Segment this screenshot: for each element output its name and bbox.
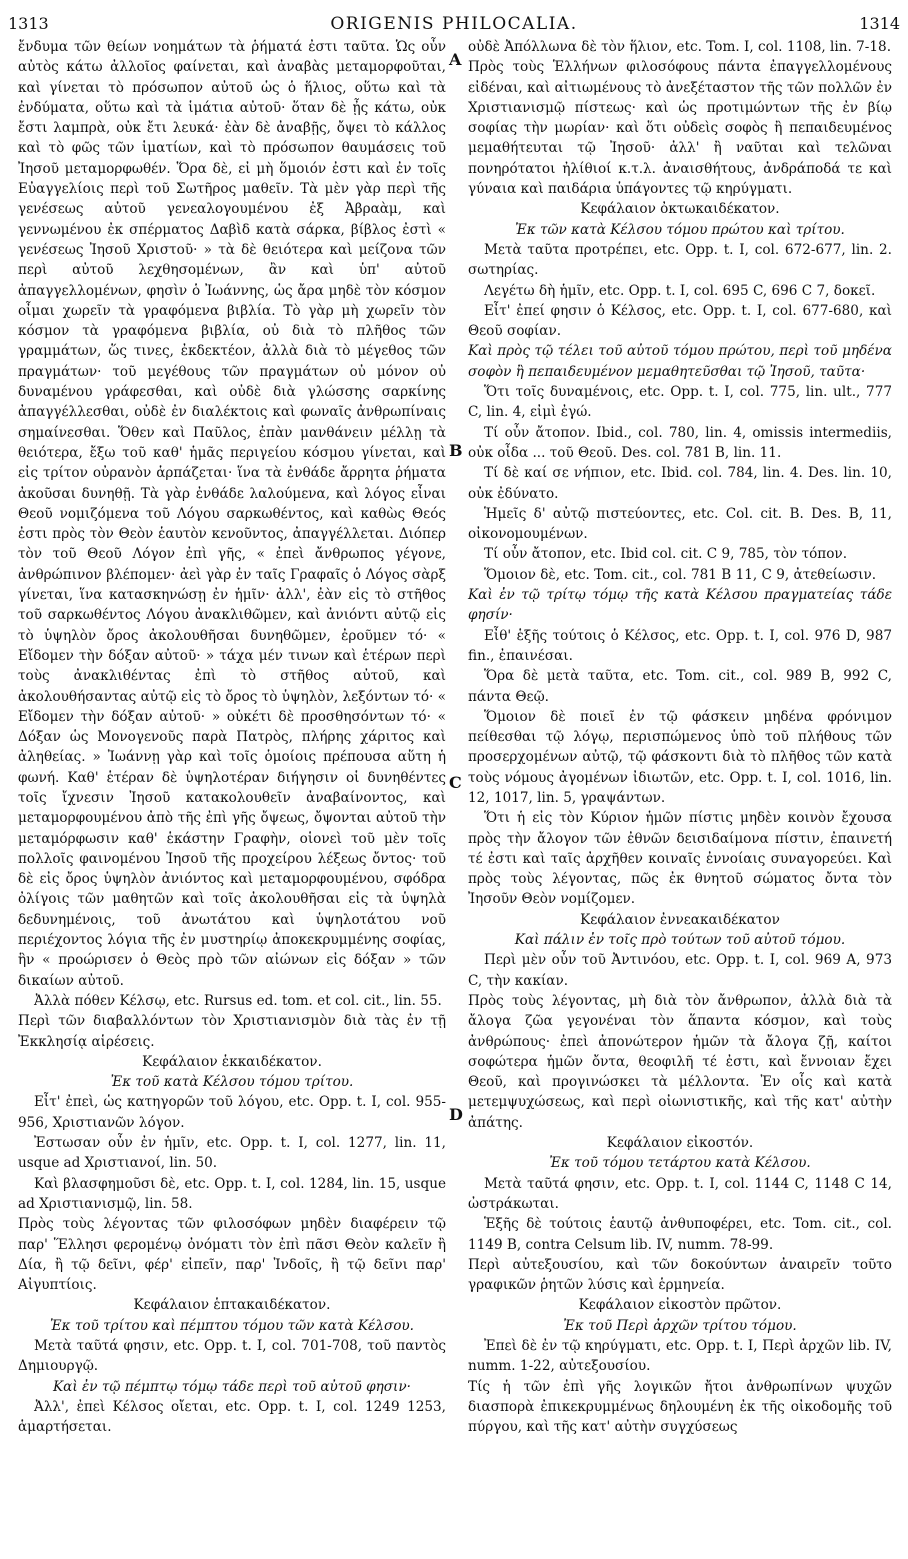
citation: Ὅμοιον δὲ ποιεῖ ἐν τῷ φάσκειν μηδένα φρόνιμον πείθεσθαι τῷ λόγῳ, περισπώμενος ὑπὸ τοῦ πλήθους τῶν προσερχομένων αὐτῷ, τῷ φάσκοντι διὰ τὸ πλῆθος τῶν κατὰ τοὺς νόμους ἀγομένων ἰδιωτῶν, etc. Opp. t. I, col. 1016, lin. 12, 1017, lin. 5, γραψάντων. — [468, 708, 892, 806]
chapter-source: Καὶ πάλιν ἐν τοῖς πρὸ τούτων τοῦ αὐτοῦ τόμου. — [514, 932, 846, 949]
section-marker-a: A — [449, 50, 462, 69]
citation: Λεγέτω δὴ ἡμῖν, etc. Opp. t. I, col. 695 C, 696 C 7, δοκεῖ. — [484, 282, 876, 299]
citation: Καὶ βλασφημοῦσι δὲ, etc. Opp. t. I, col. 1284, lin. 15, usque ad Χριστιανισμῷ, lin. 58. — [18, 1175, 446, 1212]
chapter-source: Καὶ ἐν τῷ τρίτῳ τόμῳ τῆς κατὰ Κέλσου πραγματείας τάδε φησίν· — [468, 587, 892, 624]
section-marker-d: D — [449, 1105, 463, 1124]
citation: Ὅρα δὲ μετὰ ταῦτα, etc. Tom. cit., col. 989 B, 992 C, πάντα Θεῷ. — [468, 668, 892, 705]
citation: Εἶθ' ἑξῆς τούτοις ὁ Κέλσος, etc. Opp. t. I, col. 976 D, 987 fin., ἐπαινέσαι. — [468, 627, 892, 664]
chapter-argument: Πρὸς τοὺς Ἑλλήνων φιλοσόφους πάντα ἐπαγγελλομένους εἰδέναι, καὶ αἰτιωμένους τὸ ἀνεξέταστον τῆς τῶν πολλῶν ἐν Χριστιανισμῷ πίστεως· καὶ ὡς προτιμώντων τῆς ἐν βίῳ σοφίας τὴν μωρίαν· καὶ ὅτι οὐδεὶς σοφὸς ἢ πεπαιδευμένος μεμαθήτευται τῷ Ἰησοῦ· ἀλλ' ἢ ναῦται καὶ τελῶναι πονηρότατοι ἠλίθιοί κ.τ.λ. ἀναισθήτους, ἀνδράποδά τε καὶ γύναια καὶ παιδάρια ὑπάγοντες τῷ κηρύγματι. — [468, 59, 892, 198]
chapter-source: Καὶ ἐν τῷ πέμπτῳ τόμῳ τάδε περὶ τοῦ αὐτοῦ φησιν· — [53, 1378, 411, 1395]
citation: Ἐστωσαν οὖν ἐν ἡμῖν, etc. Opp. t. I, col. 1277, lin. 11, usque ad Χριστιανοί, lin. 50. — [18, 1135, 446, 1172]
right-column — [468, 37, 892, 1437]
chapter-argument: Τίς ἡ τῶν ἐπὶ γῆς λογικῶν ἤτοι ἀνθρωπίνων ψυχῶν διασπορὰ ἐπικεκρυμμένως δηλουμένη ἐκ τῆς οἰκοδομῆς τοῦ πύργου, καὶ τῆς κατ' αὐτὴν συγχύσεως — [468, 1378, 892, 1436]
citation: Τί οὖν ἄτοπον, etc. Ibid col. cit. C 9, 785, τὸν τόπον. — [484, 546, 848, 563]
page-number-right: 1314 — [859, 14, 900, 33]
chapter-argument: Ὅτι ἡ εἰς τὸν Κύριον ἡμῶν πίστις μηδὲν κοινὸν ἔχουσα πρὸς τὴν ἄλογον τῶν ἐθνῶν δεισιδαίμονα πίστιν, ἐπαινετή τέ ἐστι καὶ ταῖς ἀρχῆθεν κοιναῖς ἐννοίαις συναγορεύει. Καὶ πρὸς τοὺς λέγοντας, πῶς ἐκ θνητοῦ σώματος ὄντα τὸν Ἰησοῦν Θεὸν νομίζομεν. — [468, 810, 892, 908]
citation: Μετὰ ταῦτά φησιν, etc. Opp. t. I, col. 1144 C, 1148 C 14, ὠστράκωται. — [468, 1175, 892, 1212]
citation: Ἀλλὰ πόθεν Κέλσῳ, etc. Rursus ed. tom. et col. cit., lin. 55. — [34, 992, 442, 1009]
page-number-left: 1313 — [8, 14, 49, 33]
left-column — [18, 37, 446, 1437]
citation: Ἀλλ', ἐπεὶ Κέλσος οἴεται, etc. Opp. t. I, col. 1249 1253, ἁμαρτήσεται. — [18, 1398, 446, 1436]
chapter-source: Ἐκ τοῦ τόμου τετάρτου κατὰ Κέλσου. — [549, 1155, 811, 1172]
chapter-source: Ἐκ τοῦ κατὰ Κέλσου τόμου τρίτου. — [110, 1074, 354, 1091]
citation: Εἶτ' ἐπεί φησιν ὁ Κέλσος, etc. Opp. t. I, col. 677-680, καὶ Θεοῦ σοφίαν. — [468, 302, 892, 340]
chapter-heading: Κεφάλαιον ἐννεακαιδέκατον — [580, 911, 780, 928]
section-marker-b: B — [449, 441, 463, 460]
citation: Περὶ μὲν οὖν τοῦ Ἀντινόου, etc. Opp. t. I, col. 969 A, 973 C, τὴν κακίαν. — [468, 952, 892, 989]
citation: Μετὰ ταῦτα προτρέπει, etc. Opp. t. I, col. 672-677, lin. 2. σωτηρίας. — [468, 241, 892, 279]
chapter-heading: Κεφάλαιον ὀκτωκαιδέκατον. — [580, 201, 780, 218]
chapter-heading: Κεφάλαιον εἰκοστόν. — [606, 1135, 754, 1152]
citation: Ὅμοιον δὲ, etc. Tom. cit., col. 781 B 11, C 9, ἀτεθείωσιν. — [484, 566, 877, 583]
chapter-argument: Περὶ τῶν διαβαλλόντων τὸν Χριστιανισμὸν διὰ τὰς ἐν τῇ Ἐκκλησίᾳ αἱρέσεις. — [18, 1013, 446, 1050]
chapter-source: Ἐκ τῶν κατὰ Κέλσου τόμου πρώτου καὶ τρίτου. — [515, 221, 845, 238]
chapter-source: Καὶ πρὸς τῷ τέλει τοῦ αὐτοῦ τόμου πρώτου, περὶ τοῦ μηδένα σοφὸν ἢ πεπαιδευμένον μεμαθητεῦσθαι τῷ Ἰησοῦ, ταῦτα· — [468, 343, 892, 380]
citation: Ἡμεῖς δ' αὐτῷ πιστεύοντες, etc. Col. cit. B. Des. B, 11, οἰκονομουμένων. — [468, 505, 892, 543]
citation: οὐδὲ Ἀπόλλωνα δὲ τὸν ἥλιον, etc. Tom. I, col. 1108, lin. 7-18. — [468, 39, 892, 55]
citation: Εἶτ' ἐπεὶ, ὡς κατηγορῶν τοῦ λόγου, etc. Opp. t. I, col. 955-956, Χριστιανῶν λόγον. — [18, 1094, 446, 1131]
citation: Τί οὖν ἄτοπον. Ibid., col. 780, lin. 4, omissis intermediis, οὐκ οἶδα ... τοῦ Θεοῦ. Des. col. 781 B, lin. 11. — [468, 424, 892, 461]
chapter-heading: Κεφάλαιον ἑπτακαιδέκατον. — [133, 1297, 331, 1314]
section-marker-c: C — [449, 773, 462, 792]
citation: Ἐπεὶ δὲ ἐν τῷ κηρύγματι, etc. Opp. t. I, Περὶ ἀρχῶν lib. IV, numm. 1-22, αὐτεξουσίου. — [468, 1338, 892, 1375]
chapter-argument: Πρὸς τοὺς λέγοντας τῶν φιλοσόφων μηδὲν διαφέρειν τῷ παρ' Ἕλλησι φερομένῳ ὀνόματι τὸν ἐπὶ πᾶσι Θεὸν καλεῖν ἢ Δία, ἢ τῷ δεῖνι, φέρ' εἰπεῖν, παρ' Ἰνδοῖς, ἢ τῷ δεῖνι παρ' Αἰγυπτίοις. — [18, 1216, 446, 1294]
chapter-argument: Πρὸς τοὺς λέγοντας, μὴ διὰ τὸν ἄνθρωπον, ἀλλὰ διὰ τὰ ἄλογα ζῶα γεγονέναι τὸν ἅπαντα κόσμον, καὶ τοὺς ἀνθρώπους· ἐπεὶ ἀπονώτερον ἡμῶν τὰ ἄλογα ζῇ, καίτοι σοφώτερα ἡμῶν ὄντα, θεοφιλῆ τέ ἐστι, καὶ ἔννοιαν ἔχει Θεοῦ, καὶ προγινώσκει τὰ μέλλοντα. Ἐν οἷς καὶ κατὰ μετεμψυχώσεως, καὶ περὶ οἰωνιστικῆς, καὶ τῆς κατ' αὐτὴν ἀπάτης. — [468, 992, 892, 1131]
paragraph: ἔνδυμα τῶν θείων νοημάτων τὰ ῥήματά ἐστι ταῦτα. Ὡς οὖν αὐτὸς κάτω ἀλλοῖος φαίνεται, καὶ ἀναβὰς μεταμορφοῦται, καὶ γίνεται τὸ πρόσωπον αὐτοῦ ὡς ὁ ἥλιος, οὕτω καὶ τὰ ἐνδύματα, οὕτω καὶ τὰ ἱμάτια αὐτοῦ· ὅταν δὲ ᾖς κάτω, οὐκ ἔστι λαμπρὰ, οὐκ ἔτι λευκά· ἐὰν δὲ ἀναβῇς, ὄψει τὸ κάλλος καὶ τὸ φῶς τῶν ἱματίων, καὶ τὸ πρόσωπον θαυμάσεις τοῦ Ἰησοῦ μεταμορφωθέν. Ὅρα δὲ, εἰ μὴ ὅμοιόν ἐστι καὶ ἐν τοῖς Εὐαγγελίοις περὶ τοῦ Σωτῆρος μαθεῖν. Τὰ μὲν γὰρ περὶ τῆς γενέσεως αὐτοῦ γενεαλογουμένου ἐξ Ἀβραὰμ, καὶ γεννωμένου ἐκ σπέρματος Δαβὶδ κατὰ σάρκα, βίβλος ἐστὶ « γενέσεως Ἰησοῦ Χριστοῦ· » τὰ δὲ θειότερα καὶ μείζονα τῶν περὶ αὐτοῦ λεχθησομένων, ἂν καὶ ὑπ' αὐτοῦ ἀπαγγελλομένων, φησὶν ὁ Ἰωάννης, ὡς ἄρα μηδὲ τὸν κόσμον οἶμαι χωρεῖν τὰ γραφόμενα βιβλία. Τὸ γὰρ μὴ χωρεῖν τὸν κόσμον τὰ γραφόμενα βιβλία, οὐ διὰ τὸ πλῆθος τῶν γραμμάτων, ὥς τινες, ἐκδεκτέον, ἀλλὰ διὰ τὸ μέγεθος τῶν πραγμάτων· τοῦ μεγέθους τῶν πραγμάτων οὐ μόνον οὐ δυναμένου γράφεσθαι, καὶ οὐδὲ διὰ γλώσσης σαρκίνης ἀπαγγέλλεσθαι, οὐδὲ ἐν διαλέκτοις καὶ φωναῖς ἀνθρωπίναις σημαίνεσθαι. Ὅθεν καὶ Παῦλος, ἐπὰν μανθάνειν μέλλῃ τὰ θειότερα, ἔξω τοῦ καθ' ἡμᾶς περιγείου κόσμου γίνεται, καὶ εἰς τρίτον οὐρανὸν ἁρπάζεται· ἵνα τὰ ἐνθάδε ἄρρητα ῥήματα ἀκοῦσαι δυνηθῇ. Τὰ γὰρ ἐνθάδε λαλούμενα, καὶ λόγος εἶναι Θεοῦ νομιζόμενα τοῦ Λόγου σαρκωθέντος, καὶ καθὼς Θεός ἐστι πρὸς τὸν Θεὸν ἑαυτὸν κενοῦντος, ἀπαγγέλλεται. Διόπερ τὸν τοῦ Θεοῦ Λόγον ἐπὶ γῆς, « ἐπεὶ ἄνθρωπος γέγονε, ἀνθρώπινον βλέπομεν· ἀεὶ γὰρ ἐν ταῖς Γραφαῖς ὁ Λόγος σὰρξ γίνεται, ἵνα κατασκηνώσῃ ἐν ἡμῖν· ἀλλ', ἐὰν εἰς τὸ στῆθος τοῦ σαρκωθέντος Λόγου ἀνακλιθῶμεν, καὶ ἀνιόντι αὐτῷ εἰς τὸ ὑψηλὸν ὄρος ἀκολουθῆσαι δυνηθῶμεν, ἐροῦμεν τό· « Εἴδομεν τὴν δόξαν αὐτοῦ· » τάχα μέν τινων καὶ ἑτέρων περὶ τοὺς ἀνακλιθέντας ἐπὶ τὸ στῆθος αὐτοῦ, καὶ ἀκολουθήσαντας αὐτῷ εἰς τὸ ὄρος τὸ ὑψηλὸν, λεξόντων τό· « Εἴδομεν τὴν δόξαν αὐτοῦ· » οὐκέτι δὲ προσθησόντων τό· « Δόξαν ὡς Μονογενοῦς παρὰ Πατρὸς, πλήρης χάριτος καὶ ἀληθείας. » Ἰωάννῃ γὰρ καὶ τοῖς ὁμοίοις πρέπουσα αὕτη ἡ φωνή. Καθ' ἑτέραν δὲ ὑψηλοτέραν διήγησιν οἱ δυνηθέντες τοῖς ἴχνεσιν Ἰησοῦ κατακολουθεῖν ἀναβαίνοντος, καὶ μεταμορφουμένου ἀπὸ τῆς ἐπὶ γῆς ὄψεως, ὄψονται αὐτοῦ τὴν μεταμόρφωσιν καθ' ἑκάστην Γραφὴν, οἱονεὶ τοῦ μὲν τοῖς πολλοῖς φαινομένου Ἰησοῦ τῆς προχείρου λέξεως ὄντος· τοῦ δὲ εἰς ὄρος ὑψηλὸν ἀνιόντος καὶ μεταμορφουμένου, σφόδρα ὀλίγοις τῶν μαθητῶν καὶ τοῖς ἀκολουθῆσαι εἰς τὰ ὑψηλὰ δεδυνημένοις, τοῦ ἀνωτάτου καὶ ὑψηλοτάτου νοῦ περιέχοντος λόγια τῆς ἐν μυστηρίῳ ἀποκεκρυμμένης σοφίας, ἣν « προώρισεν ὁ Θεὸς πρὸ τῶν αἰώνων εἰς δόξαν » τῶν δικαίων αὐτοῦ. — [18, 39, 446, 989]
chapter-argument: Περὶ αὐτεξουσίου, καὶ τῶν δοκούντων ἀναιρεῖν τοῦτο γραφικῶν ῥητῶν λύσις καὶ ἑρμηνεία. — [468, 1256, 892, 1294]
citation: Ὅτι τοῖς δυναμένοις, etc. Opp. t. I, col. 775, lin. ult., 777 C, lin. 4, εἰμὶ ἐγώ. — [468, 384, 892, 421]
citation: Μετὰ ταῦτά φησιν, etc. Opp. t. I, col. 701-708, τοῦ παντὸς Δημιουργῷ. — [18, 1338, 446, 1375]
chapter-source: Ἐκ τοῦ τρίτου καὶ πέμπτου τόμου τῶν κατὰ Κέλσου. — [49, 1317, 414, 1334]
page-header — [8, 14, 900, 38]
citation: Ἑξῆς δὲ τούτοις ἑαυτῷ ἀνθυποφέρει, etc. Tom. cit., col. 1149 B, contra Celsum lib. IV, numm. 78-99. — [468, 1216, 892, 1253]
citation: Τί δὲ καί σε νήπιον, etc. Ibid. col. 784, lin. 4. Des. lin. 10, οὐκ ἐδύνατο. — [468, 465, 892, 502]
running-title: ORIGENIS PHILOCALIA. — [330, 14, 578, 34]
chapter-source: Ἐκ τοῦ Περὶ ἀρχῶν τρίτου τόμου. — [563, 1317, 797, 1334]
chapter-heading: Κεφάλαιον ἑκκαιδέκατον. — [142, 1053, 322, 1070]
chapter-heading: Κεφάλαιον εἰκοστὸν πρῶτον. — [578, 1297, 782, 1314]
